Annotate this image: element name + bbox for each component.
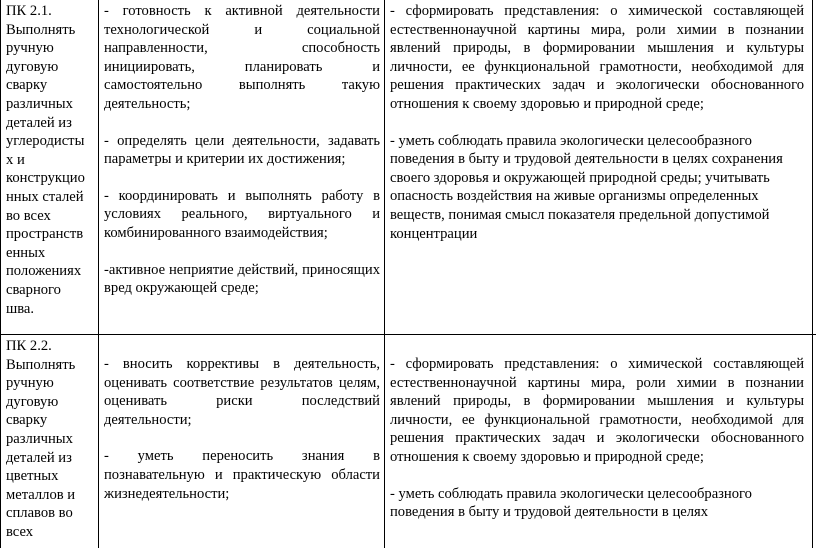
general-competencies-cell <box>104 355 380 503</box>
code-line: металлов и <box>6 486 76 503</box>
code-line: во всех <box>6 207 51 224</box>
code-line: цветных <box>6 468 59 485</box>
code-line: различных <box>6 95 73 112</box>
result-paragraph: - уметь соблюдать правила экологически целесообразного поведения в быту и трудовой деятельности в целях сохранения своего здоровья и окружающей природной среды; учитывать опасность воздействия на живые организмы определенных веществ, понимая смысл показателя предельной допустимой концентрации <box>390 132 783 242</box>
competency-paragraph: - уметь переносить знания в познавательную и практическую области жизнедеятельности; <box>104 448 380 502</box>
result-paragraph: - сформировать представления: о химической составляющей естественнонаучной картины мира, роли химии в познании явлений природы, в формировании мышления и культуры личности, ее функциональной грамотности, необходимой для решения практических задач и экологически обоснованного отношения к своему здоровью и природной среде; <box>390 356 804 465</box>
competency-paragraph: -активное неприятие действий, приносящих вред окружающей среде; <box>104 261 380 297</box>
result-paragraph: - сформировать представления: о химической составляющей естественнонаучной картины мира, роли химии в познании явлений природы, в формировании мышления и культуры личности, ее функциональной грамотности, необходимой для решения практических задач и экологически обоснованного отношения к своему здоровью и природной среде; <box>390 3 804 112</box>
code-line: дуговую <box>6 393 59 410</box>
subject-results-cell <box>390 355 804 522</box>
subject-results-cell <box>390 2 804 243</box>
code-line: енных <box>6 244 46 261</box>
competency-code-cell <box>6 2 96 318</box>
result-paragraph: - уметь соблюдать правила экологически целесообразного поведения в быту и трудовой деятельности в целях <box>390 485 752 521</box>
code-line: нных сталей <box>6 188 84 205</box>
code-line: ручную <box>6 375 54 392</box>
competency-paragraph: - определять цели деятельности, задавать параметры и критерии их достижения; <box>104 132 380 168</box>
table-border-left <box>0 0 1 548</box>
code-line: ручную <box>6 40 54 57</box>
code-line: ПК 2.2. <box>6 338 52 354</box>
row-divider <box>0 334 816 335</box>
competency-code-cell <box>6 337 96 542</box>
code-line: деталей из <box>6 114 72 131</box>
competency-paragraph: - готовность к активной деятельности технологической и социальной направленности, способность инициировать, планировать и самостоятельно выполнять такую деятельность; <box>104 3 380 112</box>
code-line: всех <box>6 523 34 540</box>
code-line: положениях <box>6 263 82 280</box>
code-line: шва. <box>6 300 35 317</box>
column-divider-1 <box>98 0 99 548</box>
competency-paragraph: - вносить коррективы в деятельность, оценивать соответствие результатов целям, оценивать риски последствий деятельности; <box>104 356 380 428</box>
code-line: сварного <box>6 281 61 298</box>
competency-paragraph: - координировать и выполнять работу в условиях реального, виртуального и комбинированного взаимодействия; <box>104 187 380 241</box>
code-line: х и <box>6 151 25 168</box>
code-line: углеродисты <box>6 133 85 150</box>
code-line: сварку <box>6 412 48 429</box>
code-line: Выполнять <box>6 356 76 373</box>
code-line: конструкцио <box>6 170 85 187</box>
code-line: сварку <box>6 77 48 94</box>
code-line: Выполнять <box>6 21 76 38</box>
general-competencies-cell <box>104 2 380 298</box>
code-line: деталей из <box>6 449 72 466</box>
table-border-right <box>812 0 813 548</box>
code-line: пространств <box>6 226 84 243</box>
column-divider-2 <box>384 0 385 548</box>
code-line: различных <box>6 430 73 447</box>
code-line: ПК 2.1. <box>6 3 52 19</box>
code-line: дуговую <box>6 58 59 75</box>
code-line: сплавов во <box>6 505 73 522</box>
